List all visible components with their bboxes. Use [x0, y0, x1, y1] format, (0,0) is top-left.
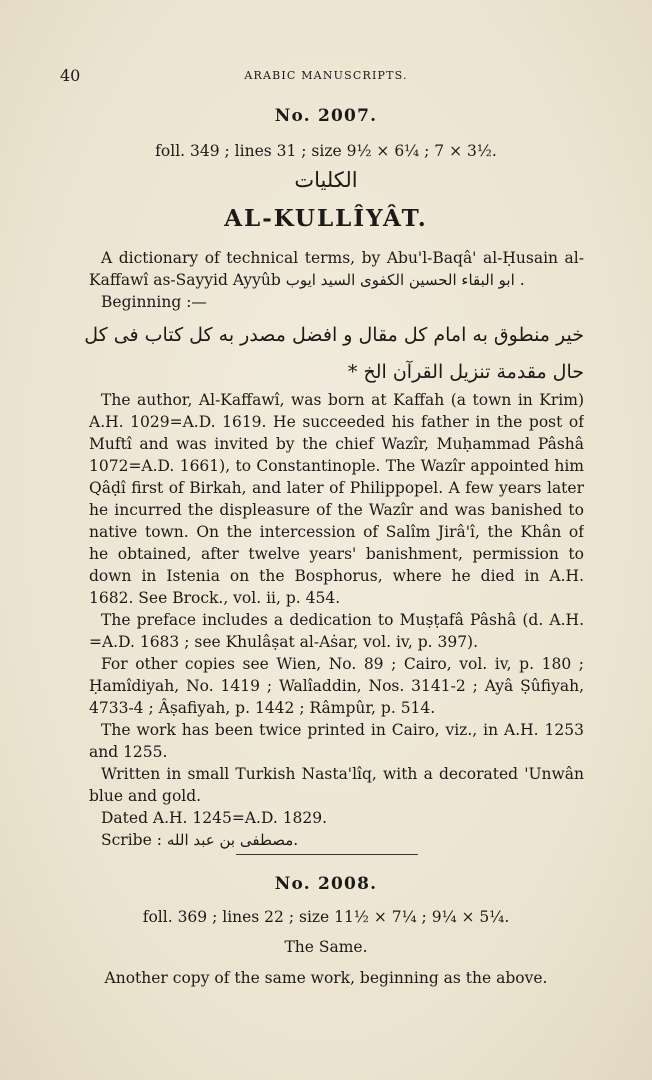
body-line: The work has been twice printed in Cairo, viz., in A.H. 1253 [101, 721, 584, 739]
same-title: The Same. [284, 938, 368, 956]
body-line: Qâḍî first of Birkah, and later of Philippopel. A few years later [89, 479, 584, 497]
date-line: Dated A.H. 1245=A.D. 1829. [101, 809, 328, 827]
scribe-end: . [293, 831, 299, 849]
entry-number-2007: No. 2007. [274, 106, 378, 126]
body-line: Written in small Turkish Nasta'lîq, with a decorated 'Unwân [101, 765, 584, 783]
scribe-line [89, 829, 584, 851]
body-line: native town. On the intercession of Salîm Jirâ'î, the Khân of [89, 523, 584, 541]
description [89, 247, 584, 313]
body-line: down in Istenia on the Bosphorus, where he died in A.H. [89, 567, 584, 585]
body-line: he obtained, after twelve years' banishment, permission to [89, 545, 584, 563]
body-line: 1682. See Brock., vol. ii, p. 454. [89, 589, 341, 607]
scribe-label: Scribe : [101, 831, 162, 849]
body-line: he incurred the displeasure of the Wazîr and was banished to [89, 501, 584, 519]
author-name-arabic: ابو البقاء الحسين الكفوى السيد ايوب [285, 271, 515, 289]
body-line: A.H. 1029=A.D. 1619. He succeeded his father in the post of [89, 413, 584, 431]
beginning-label: Beginning :— [101, 293, 207, 311]
running-title: ARABIC MANUSCRIPTS. [244, 69, 408, 82]
section-divider [236, 854, 418, 855]
body-line: 4733-4 ; Âṣafiyah, p. 1442 ; Râmpûr, p. 514. [89, 699, 436, 717]
body-line: =A.D. 1683 ; see Khulâṣat al-Aṡar, vol. iv, p. 397). [89, 633, 479, 651]
body-line: The author, Al-Kaffawî, was born at Kaffah (a town in Krim) [101, 391, 584, 409]
author-name: Kaffawî as-Sayyid Ayyûb [89, 271, 281, 289]
collation-2007: foll. 349 ; lines 31 ; size 9½ × 6¼ ; 7 × 3½. [155, 142, 497, 160]
arabic-title: الكليات [294, 168, 358, 192]
body-line: and 1255. [89, 743, 168, 761]
beginning-arabic-line: حال مقدمة تنزيل القرآن الخ * [347, 361, 584, 383]
body-line: 1072=A.D. 1661), to Constantinople. The Wazîr appointed him [89, 457, 584, 475]
page-number: 40 [60, 66, 81, 85]
description-line [89, 269, 584, 291]
collation-2008: foll. 369 ; lines 22 ; size 11½ × 7¼ ; 9¼ × 5¼. [142, 908, 510, 926]
running-header [60, 66, 592, 86]
entry-number-2008: No. 2008. [274, 874, 378, 894]
body-line: For other copies see Wien, No. 89 ; Cairo, vol. iv, p. 180 ; [101, 655, 584, 673]
main-title: AL-KULLÎYÂT. [224, 205, 428, 232]
description-line: A dictionary of technical terms, by Abu'l-Baqâ' al-Ḥusain al- [101, 249, 584, 267]
body-line: Ḥamîdiyah, No. 1419 ; Walîaddin, Nos. 3141-2 ; Ayâ Ṣûfiyah, [89, 677, 584, 695]
entry-body [89, 389, 584, 851]
beginning-arabic-line: خير منطوق به امام كل مقال و افضل مصدر به كل كتاب فى كل [84, 324, 584, 346]
body-line: Muftî and was invited by the chief Wazîr, Muḥammad Pâshâ [89, 435, 584, 453]
body-line: blue and gold. [89, 787, 202, 805]
body-line: The preface includes a dedication to Muṣṭafâ Pâshâ (d. A.H. [101, 611, 584, 629]
description-end: . [519, 271, 525, 289]
copy-note: Another copy of the same work, beginning as the above. [104, 969, 548, 987]
scribe-name-arabic: مصطفى بن عبد الله [166, 831, 294, 849]
